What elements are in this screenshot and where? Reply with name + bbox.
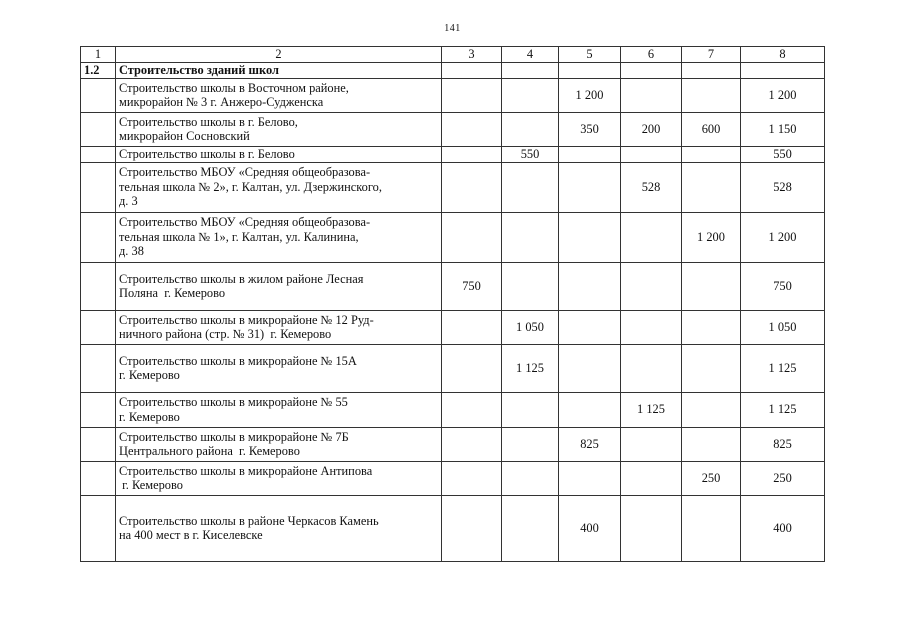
row-value-cell: 750 — [741, 262, 825, 310]
header-row — [81, 47, 825, 63]
section-row — [81, 62, 825, 78]
row-value-cell — [682, 162, 741, 212]
row-code-cell — [81, 146, 116, 162]
header-cell: 2 — [116, 47, 442, 63]
table-row — [81, 310, 825, 344]
row-value-cell: 1 050 — [741, 310, 825, 344]
row-value-cell — [621, 495, 682, 561]
section-title: Строительство зданий школ — [116, 62, 442, 78]
row-value-cell — [559, 392, 621, 427]
header-cell: 5 — [559, 47, 621, 63]
row-name-cell — [116, 310, 442, 344]
row-value-cell — [442, 461, 502, 495]
row-value-cell: 528 — [621, 162, 682, 212]
row-value-cell — [442, 146, 502, 162]
row-value-cell — [682, 310, 741, 344]
table-row — [81, 427, 825, 461]
row-value-cell — [442, 495, 502, 561]
row-value-cell — [502, 162, 559, 212]
row-value-cell: 1 200 — [741, 78, 825, 112]
row-name-line: Строительство школы в г. Белово — [119, 146, 295, 161]
table-row — [81, 461, 825, 495]
row-name-line: Строительство школы в жилом районе Лесная — [119, 271, 364, 286]
row-name-line: Строительство МБОУ «Средняя общеобразова- — [119, 165, 371, 180]
row-name-line: Строительство МБОУ «Средняя общеобразова- — [119, 215, 371, 230]
page-number: 141 — [444, 23, 461, 34]
section-code: 1.2 — [81, 62, 116, 78]
row-value-cell — [682, 78, 741, 112]
table-row — [81, 112, 825, 146]
row-name-cell — [116, 162, 442, 212]
row-name-line: г. Кемерово — [119, 478, 183, 493]
row-name-line: микрорайон № 3 г. Анжеро-Судженска — [119, 95, 324, 110]
row-value-cell — [682, 392, 741, 427]
table-row — [81, 495, 825, 561]
row-name-line: Поляна г. Кемерово — [119, 286, 226, 301]
row-value-cell: 250 — [741, 461, 825, 495]
row-code-cell — [81, 427, 116, 461]
row-name-cell — [116, 344, 442, 392]
header-cell: 8 — [741, 47, 825, 63]
row-value-cell: 528 — [741, 162, 825, 212]
row-value-cell: 600 — [682, 112, 741, 146]
row-value-cell: 1 125 — [621, 392, 682, 427]
row-value-cell — [621, 78, 682, 112]
row-name-line: на 400 мест в г. Киселевске — [119, 528, 263, 543]
row-value-cell: 1 125 — [502, 344, 559, 392]
row-value-cell — [442, 212, 502, 262]
row-name-line: Строительство школы в Восточном районе, — [119, 80, 349, 95]
row-value-cell — [682, 262, 741, 310]
row-value-cell: 250 — [682, 461, 741, 495]
row-value-cell — [502, 262, 559, 310]
row-name-line: д. 3 — [119, 194, 138, 209]
row-value-cell — [559, 262, 621, 310]
row-value-cell — [621, 146, 682, 162]
row-name-line: Строительство школы в микрорайоне № 12 Руд- — [119, 312, 374, 327]
row-value-cell — [442, 427, 502, 461]
row-value-cell — [682, 344, 741, 392]
row-value-cell — [502, 392, 559, 427]
row-value-cell: 825 — [559, 427, 621, 461]
row-value-cell: 825 — [741, 427, 825, 461]
row-value-cell — [559, 162, 621, 212]
row-value-cell — [442, 344, 502, 392]
row-value-cell — [559, 212, 621, 262]
table-row — [81, 392, 825, 427]
row-value-cell — [502, 212, 559, 262]
row-name-line: Строительство школы в г. Белово, — [119, 114, 298, 129]
row-value-cell: 1 150 — [741, 112, 825, 146]
header-cell: 6 — [621, 47, 682, 63]
row-code-cell — [81, 262, 116, 310]
row-name-line: Строительство школы в районе Черкасов Камень — [119, 513, 379, 528]
row-value-cell — [682, 495, 741, 561]
row-value-cell — [559, 310, 621, 344]
row-value-cell — [502, 427, 559, 461]
row-name-cell — [116, 262, 442, 310]
row-name-cell — [116, 212, 442, 262]
header-cell: 4 — [502, 47, 559, 63]
row-value-cell: 1 125 — [741, 344, 825, 392]
row-name-cell — [116, 495, 442, 561]
row-value-cell: 550 — [741, 146, 825, 162]
row-value-cell: 1 200 — [682, 212, 741, 262]
row-value-cell: 200 — [621, 112, 682, 146]
row-value-cell — [559, 461, 621, 495]
row-name-cell — [116, 427, 442, 461]
row-value-cell: 1 125 — [741, 392, 825, 427]
row-value-cell — [621, 344, 682, 392]
row-name-line: Строительство школы в микрорайоне № 15А — [119, 353, 357, 368]
row-value-cell — [502, 112, 559, 146]
row-value-cell — [621, 461, 682, 495]
row-code-cell — [81, 461, 116, 495]
row-value-cell — [621, 427, 682, 461]
row-value-cell — [442, 162, 502, 212]
row-code-cell — [81, 310, 116, 344]
table-row — [81, 262, 825, 310]
row-value-cell: 550 — [502, 146, 559, 162]
row-name-line: д. 38 — [119, 244, 144, 259]
row-value-cell — [502, 461, 559, 495]
row-value-cell — [502, 78, 559, 112]
row-code-cell — [81, 212, 116, 262]
row-code-cell — [81, 495, 116, 561]
row-value-cell: 350 — [559, 112, 621, 146]
row-name-cell — [116, 461, 442, 495]
row-value-cell — [559, 146, 621, 162]
row-value-cell: 1 050 — [502, 310, 559, 344]
row-name-line: Строительство школы в микрорайоне № 55 — [119, 395, 348, 409]
row-value-cell — [442, 392, 502, 427]
row-name-line: г. Кемерово — [119, 368, 180, 383]
row-name-line: Строительство школы в микрорайоне Антипова — [119, 463, 373, 478]
row-value-cell — [502, 495, 559, 561]
header-cell: 1 — [81, 47, 116, 63]
row-value-cell: 400 — [559, 495, 621, 561]
row-value-cell: 1 200 — [741, 212, 825, 262]
row-value-cell: 750 — [442, 262, 502, 310]
row-value-cell: 1 200 — [559, 78, 621, 112]
row-name-cell — [116, 392, 442, 427]
row-name-cell — [116, 78, 442, 112]
row-value-cell — [621, 262, 682, 310]
header-cell: 7 — [682, 47, 741, 63]
table-row — [81, 212, 825, 262]
row-value-cell — [621, 212, 682, 262]
row-value-cell: 400 — [741, 495, 825, 561]
budget-table — [80, 46, 825, 562]
row-name-line: Строительство школы в микрорайоне № 7Б — [119, 429, 349, 444]
table-row — [81, 78, 825, 112]
row-code-cell — [81, 112, 116, 146]
row-value-cell — [442, 78, 502, 112]
row-code-cell — [81, 162, 116, 212]
row-name-line: г. Кемерово — [119, 409, 180, 424]
row-name-line: тельная школа № 2», г. Калтан, ул. Дзержинского, — [119, 179, 382, 194]
row-name-line: тельная школа № 1», г. Калтан, ул. Калинина, — [119, 229, 359, 244]
row-name-line: ничного района (стр. № 31) г. Кемерово — [119, 327, 332, 342]
row-code-cell — [81, 392, 116, 427]
table-row — [81, 162, 825, 212]
table-row — [81, 146, 825, 162]
row-value-cell — [442, 310, 502, 344]
row-name-line: Центрального района г. Кемерово — [119, 444, 300, 459]
row-value-cell — [621, 310, 682, 344]
table-row — [81, 344, 825, 392]
row-name-line: микрорайон Сосновский — [119, 129, 250, 144]
row-value-cell — [442, 112, 502, 146]
row-value-cell — [682, 146, 741, 162]
row-name-cell — [116, 112, 442, 146]
row-value-cell — [682, 427, 741, 461]
header-cell: 3 — [442, 47, 502, 63]
row-value-cell — [559, 344, 621, 392]
row-code-cell — [81, 344, 116, 392]
row-name-cell — [116, 146, 442, 162]
row-code-cell — [81, 78, 116, 112]
